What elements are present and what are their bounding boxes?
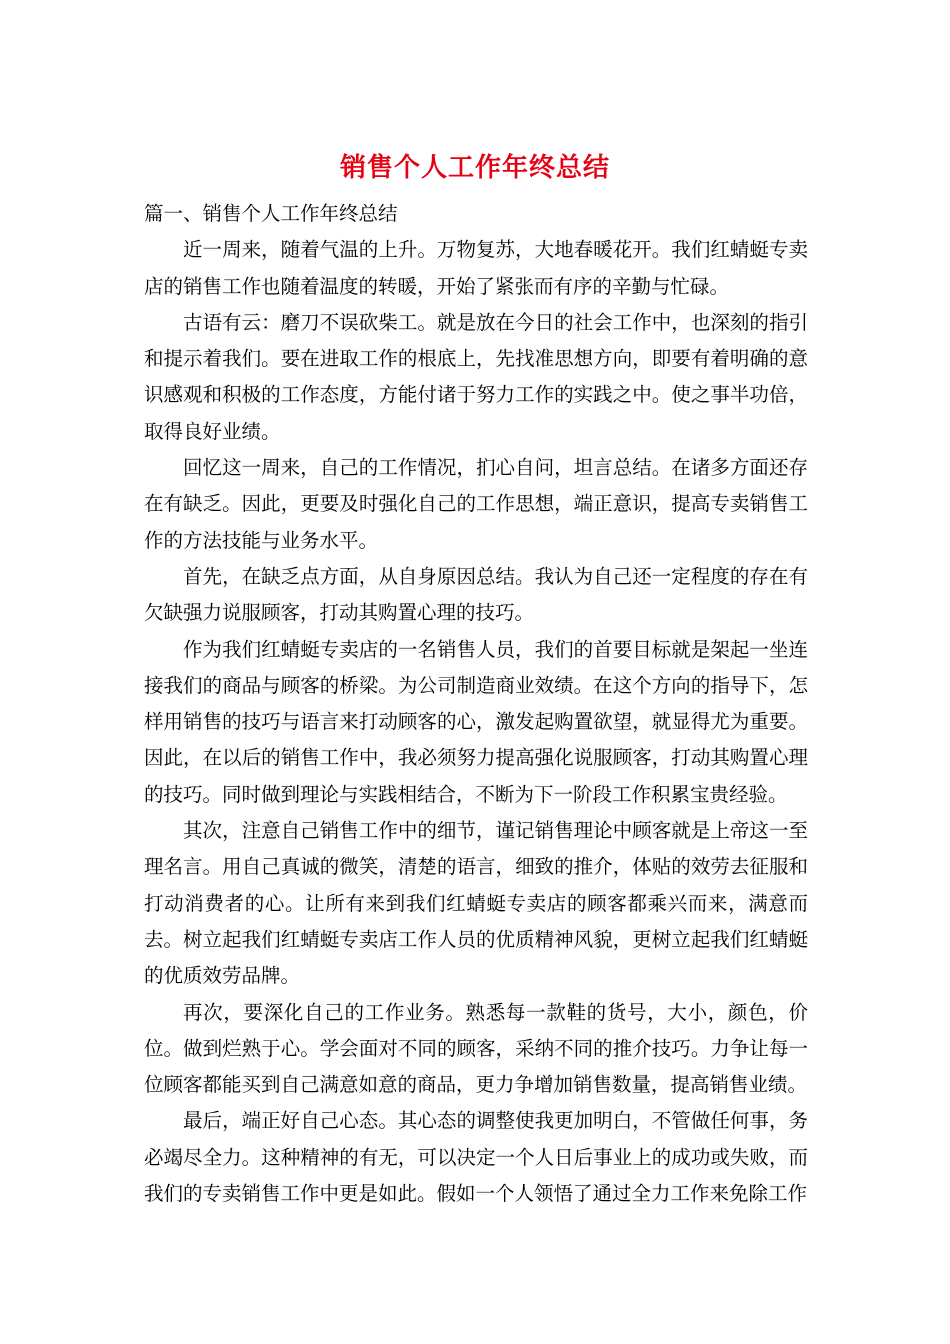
document-body xyxy=(144,196,808,1212)
paragraph: 回忆这一周来，自己的工作情况，扪心自问，坦言总结。在诸多方面还存在有缺乏。因此，更要及时强化自己的工作思想，端正意识，提高专卖销售工作的方法技能与业务水平。 xyxy=(144,456,808,552)
section-heading: 篇一、销售个人工作年终总结 xyxy=(144,202,398,225)
paragraph: 作为我们红蜻蜓专卖店的一名销售人员，我们的首要目标就是架起一坐连接我们的商品与顾客的桥梁。为公司制造商业效绩。在这个方向的指导下，怎样用销售的技巧与语言来打动顾客的心，激发起购置欲望，就显得尤为重要。因此，在以后的销售工作中，我必须努力提高强化说服顾客，打动其购置心理的技巧。同时做到理论与实践相结合，不断为下一阶段工作积累宝贵经验。 xyxy=(144,637,808,806)
document-title: 销售个人工作年终总结 xyxy=(339,153,610,183)
paragraph: 其次，注意自己销售工作中的细节，谨记销售理论中顾客就是上帝这一至理名言。用自己真诚的微笑，清楚的语言，细致的推介，体贴的效劳去征服和打动消费者的心。让所有来到我们红蜻蜓专卖店的顾客都乘兴而来，满意而去。树立起我们红蜻蜓专卖店工作人员的优质精神风貌，更树立起我们红蜻蜓的优质效劳品牌。 xyxy=(144,819,808,988)
paragraph: 首先，在缺乏点方面，从自身原因总结。我认为自己还一定程度的存在有欠缺强力说服顾客，打动其购置心理的技巧。 xyxy=(144,564,808,625)
paragraph: 古语有云：磨刀不误砍柴工。就是放在今日的社会工作中，也深刻的指引和提示着我们。要在进取工作的根底上，先找准思想方向，即要有着明确的意识感观和积极的工作态度，方能付诸于努力工作的实践之中。使之事半功倍，取得良好业绩。 xyxy=(144,310,808,443)
paragraph: 近一周来，随着气温的上升。万物复苏，大地春暖花开。我们红蜻蜓专卖店的销售工作也随着温度的转暖，开始了紧张而有序的辛勤与忙碌。 xyxy=(144,238,808,298)
paragraph: 再次，要深化自己的工作业务。熟悉每一款鞋的货号，大小，颜色，价位。做到烂熟于心。学会面对不同的顾客，采纳不同的推介技巧。力争让每一位顾客都能买到自己满意如意的商品，更力争增加销售数量，提高销售业绩。 xyxy=(144,1000,808,1097)
paragraph: 最后，端正好自己心态。其心态的调整使我更加明白，不管做任何事，务必竭尽全力。这种精神的有无，可以决定一个人日后事业上的成功或失败，而我们的专卖销售工作中更是如此。假如一个人领悟了通过全力工作来免除工作 xyxy=(144,1109,808,1206)
